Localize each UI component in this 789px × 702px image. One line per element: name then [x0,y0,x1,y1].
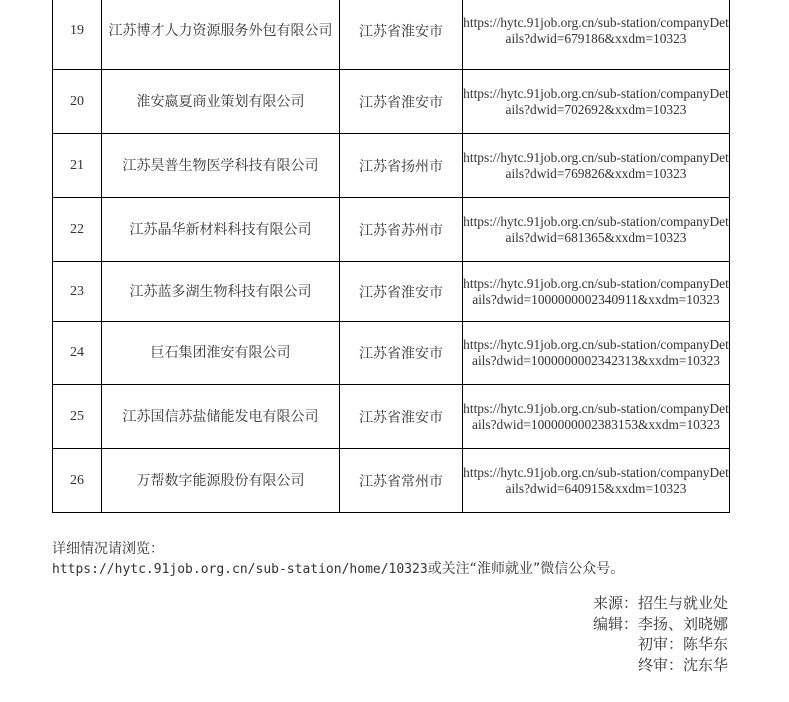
company-location: 江苏省淮安市 [340,0,463,70]
row-number: 23 [53,262,102,322]
home-link[interactable]: https://hytc.91job.org.cn/sub-station/home/10323 [52,562,428,577]
company-name: 江苏蓝多湖生物科技有限公司 [102,262,340,322]
company-location: 江苏省淮安市 [340,262,463,322]
row-number: 25 [53,385,102,449]
company-name: 万帮数字能源股份有限公司 [102,449,340,513]
company-name: 江苏国信苏盐储能发电有限公司 [102,385,340,449]
company-location: 江苏省扬州市 [340,134,463,198]
table-row [53,449,730,513]
row-number: 26 [53,449,102,513]
row-number: 22 [53,198,102,262]
table-row [53,322,730,385]
table-row [53,198,730,262]
company-url[interactable]: https://hytc.91job.org.cn/sub-station/companyDetails?dwid=640915&xxdm=10323 [463,449,730,513]
table-row [53,70,730,134]
company-url[interactable]: https://hytc.91job.org.cn/sub-station/companyDetails?dwid=681365&xxdm=10323 [463,198,730,262]
company-location: 江苏省苏州市 [340,198,463,262]
company-name: 巨石集团淮安有限公司 [102,322,340,385]
company-url[interactable]: https://hytc.91job.org.cn/sub-station/companyDetails?dwid=1000000002342313&xxdm=10323 [463,322,730,385]
company-name: 江苏晶华新材料科技有限公司 [102,198,340,262]
row-number: 24 [53,322,102,385]
credits-block [593,593,728,675]
company-table [52,0,730,513]
company-url[interactable]: https://hytc.91job.org.cn/sub-station/companyDetails?dwid=702692&xxdm=10323 [463,70,730,134]
detail-line [52,559,624,580]
first-review-credit: 初审：陈华东 [637,635,728,653]
detail-suffix: 或关注“淮师就业”微信公众号。 [427,561,625,577]
company-location: 江苏省淮安市 [340,322,463,385]
table-row [53,0,730,70]
editors-credit: 编辑：李扬、刘晓娜 [592,614,728,633]
detail-note [52,539,624,580]
detail-label: 详细情况请浏览： [52,541,164,557]
row-number: 21 [53,134,102,198]
company-location: 江苏省淮安市 [340,385,463,449]
table-row [53,262,730,322]
company-location: 江苏省常州市 [340,449,463,513]
company-url[interactable]: https://hytc.91job.org.cn/sub-station/companyDetails?dwid=1000000002340911&xxdm=10323 [463,262,730,322]
row-number: 20 [53,70,102,134]
company-name: 江苏昊普生物医学科技有限公司 [102,134,340,198]
row-number: 19 [53,0,102,70]
company-name: 淮安嬴夏商业策划有限公司 [102,70,340,134]
final-review-credit: 终审：沈东华 [637,655,728,674]
table-row [53,385,730,449]
company-url[interactable]: https://hytc.91job.org.cn/sub-station/companyDetails?dwid=1000000002383153&xxdm=10323 [463,385,730,449]
company-url[interactable]: https://hytc.91job.org.cn/sub-station/companyDetails?dwid=769826&xxdm=10323 [463,134,730,198]
company-url[interactable]: https://hytc.91job.org.cn/sub-station/companyDetails?dwid=679186&xxdm=10323 [463,0,730,70]
source-credit: 来源：招生与就业处 [592,594,728,612]
company-name: 江苏博才人力资源服务外包有限公司 [102,0,340,70]
table-row [53,134,730,198]
company-location: 江苏省淮安市 [340,70,463,134]
